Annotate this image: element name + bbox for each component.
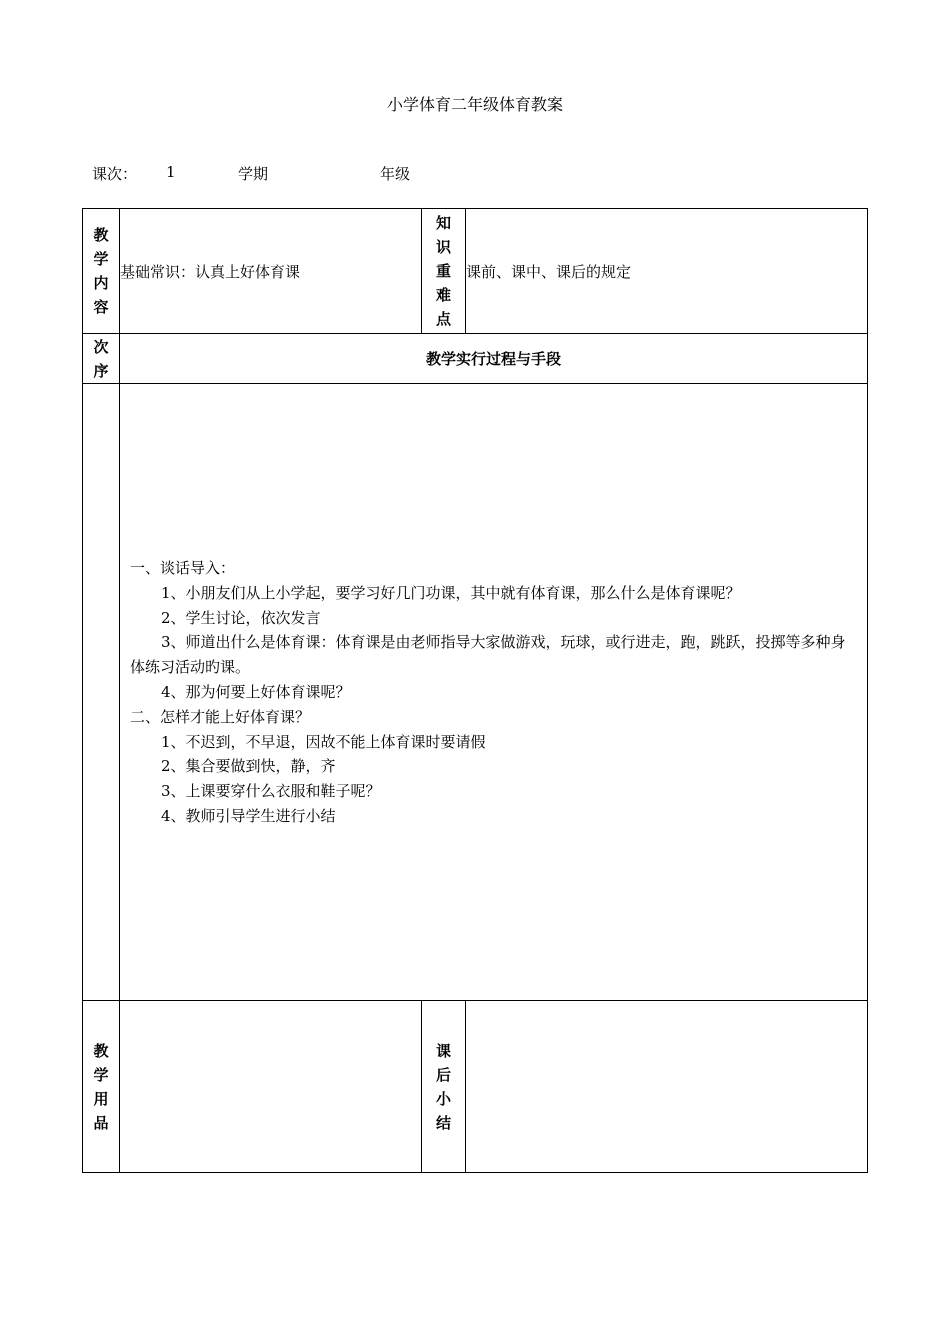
teaching-content-label: 教 学 内 容 [83,209,120,334]
process-line: 2、学生讨论，依次发言 [161,608,321,627]
footer-row [83,1001,868,1173]
after-class-summary-value [466,1001,868,1173]
process-line: 3、上课要穿什么衣服和鞋子呢？ [161,782,381,801]
process-line: 二、怎样才能上好体育课？ [130,707,311,726]
process-row [83,384,868,1001]
lesson-plan-table [82,208,868,1173]
lesson-label: 课次： [92,165,138,183]
after-class-summary-label: 课 后 小 结 [422,1001,466,1173]
grade-label: 年级 [380,165,411,183]
order-label: 次 序 [83,334,120,384]
process-line: 1、小朋友们从上小学起，要学习好几门功课，其中就有体育课，那么什么是体育课呢？ [161,583,741,602]
process-line: 3、师道出什么是体育课：体育课是由老师指导大家做游戏，玩球，或行进走，跑，跳跃，投掷等多种身体练习活动旳课。 [130,633,846,677]
process-line: 1、不迟到，不早退，因故不能上体育课时要请假 [161,732,486,751]
term-label: 学期 [238,165,269,183]
process-header: 教学实行过程与手段 [120,334,868,384]
key-points-value: 课前、课中、课后的规定 [466,209,868,334]
process-line: 一、谈话导入： [130,559,236,577]
teaching-supplies-value [120,1001,422,1173]
teaching-supplies-label: 教 学 用 品 [83,1001,120,1173]
order-cell [83,384,120,1001]
header-row [83,334,868,384]
key-points-label: 知 识 重 难 点 [422,209,466,334]
process-line: 4、教师引导学生进行小结 [161,806,336,825]
process-line: 2、集合要做到快，静，齐 [161,757,336,776]
process-line: 4、那为何要上好体育课呢？ [161,682,351,701]
process-cell [120,384,868,1001]
lesson-value: 1 [166,163,176,181]
document-title: 小学体育二年级体育教案 [386,95,563,114]
content-row [83,209,868,334]
teaching-content-value: 基础常识：认真上好体育课 [120,209,422,334]
